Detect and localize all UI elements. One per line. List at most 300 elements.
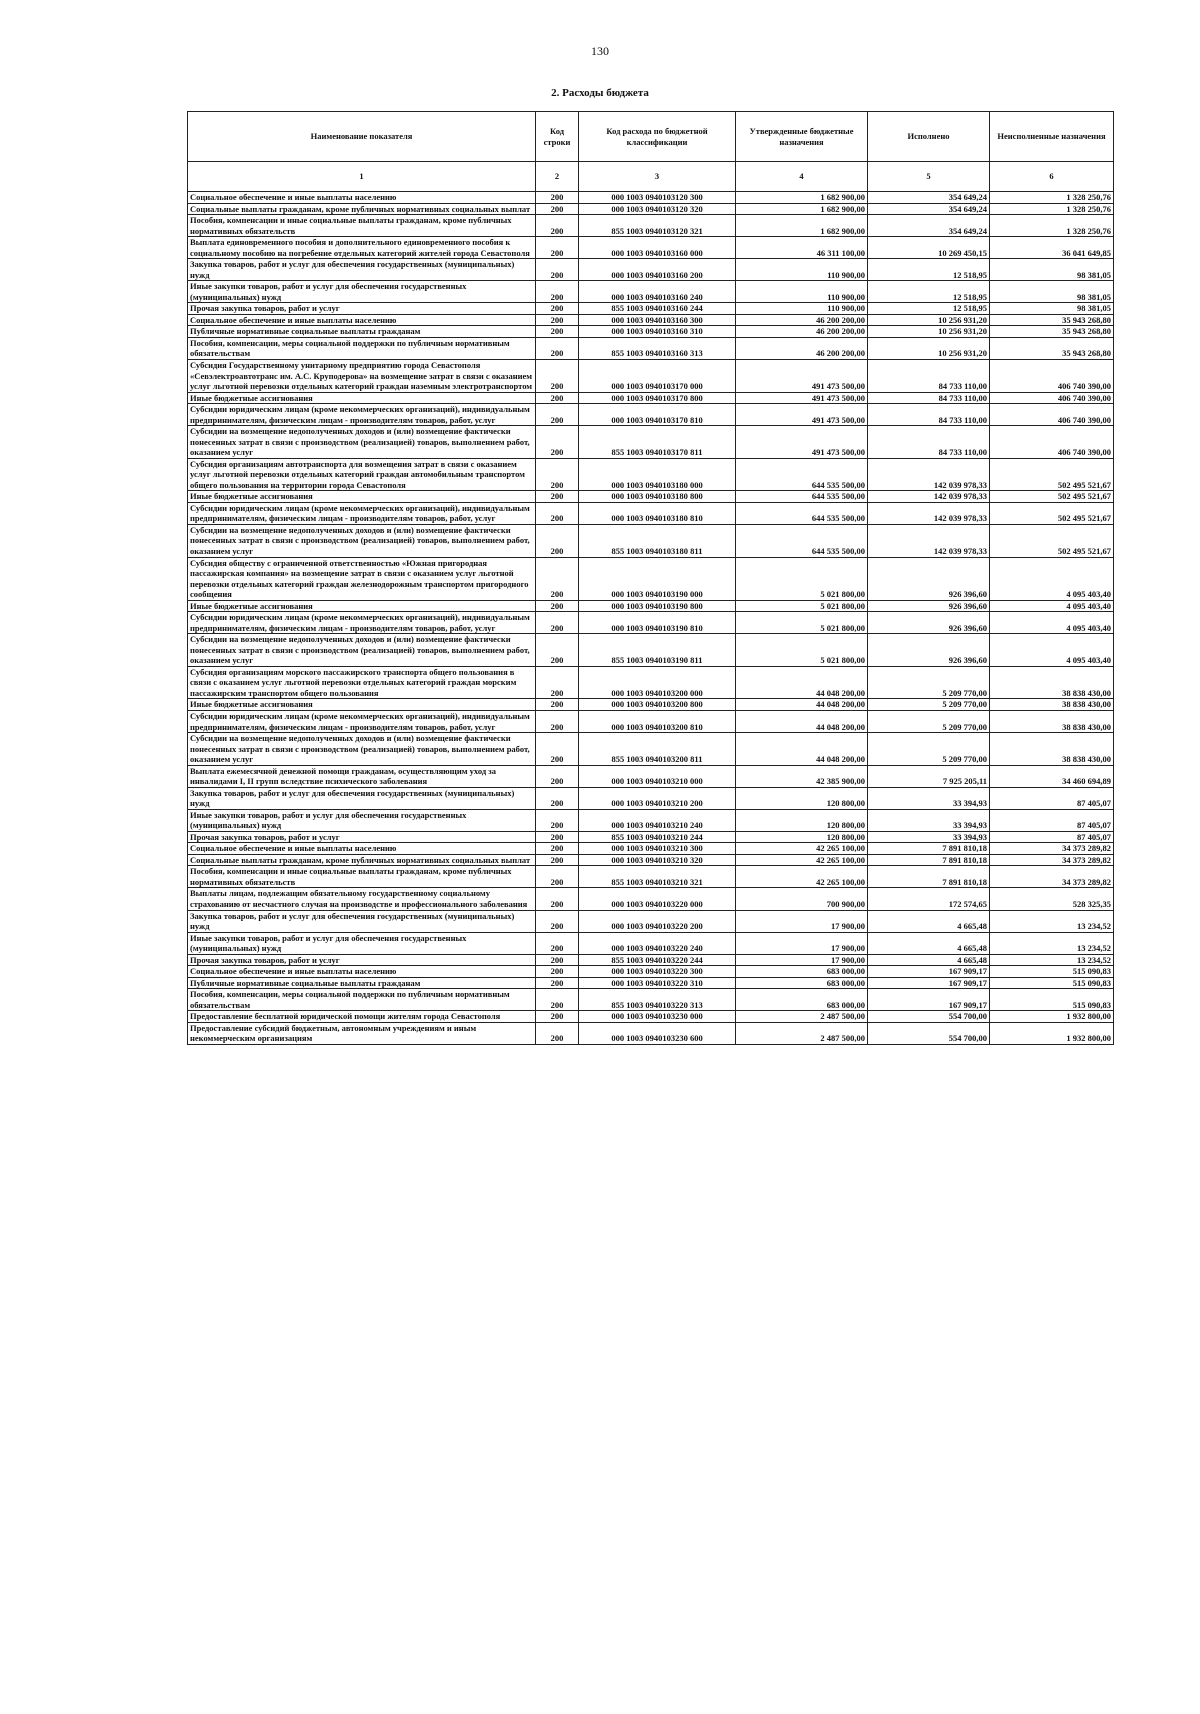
table-row bbox=[188, 666, 1114, 699]
row-name: Субсидии юридическим лицам (кроме некоммерческих организаций), индивидуальным предпринимателям, физическим лицам - производителям товаров, работ, услуг bbox=[188, 404, 536, 426]
row-line-code: 200 bbox=[536, 733, 579, 766]
row-line-code: 200 bbox=[536, 392, 579, 404]
row-executed: 554 700,00 bbox=[868, 1022, 990, 1044]
table-row bbox=[188, 281, 1114, 303]
row-approved: 2 487 500,00 bbox=[736, 1022, 868, 1044]
table-row bbox=[188, 303, 1114, 315]
row-classification-code: 000 1003 0940103200 800 bbox=[579, 699, 736, 711]
row-line-code: 200 bbox=[536, 932, 579, 954]
row-unexecuted: 502 495 521,67 bbox=[990, 502, 1114, 524]
row-line-code: 200 bbox=[536, 303, 579, 315]
row-executed: 142 039 978,33 bbox=[868, 502, 990, 524]
row-unexecuted: 87 405,07 bbox=[990, 809, 1114, 831]
row-name: Социальное обеспечение и иные выплаты населению bbox=[188, 843, 536, 855]
table-row bbox=[188, 1022, 1114, 1044]
table-row bbox=[188, 359, 1114, 392]
row-approved: 644 535 500,00 bbox=[736, 502, 868, 524]
row-executed: 926 396,60 bbox=[868, 634, 990, 667]
row-approved: 644 535 500,00 bbox=[736, 524, 868, 557]
row-unexecuted: 4 095 403,40 bbox=[990, 557, 1114, 600]
row-line-code: 200 bbox=[536, 809, 579, 831]
row-unexecuted: 35 943 268,80 bbox=[990, 337, 1114, 359]
row-name: Выплата ежемесячной денежной помощи гражданам, осуществляющим уход за инвалидами I, II групп вследствие психического заболевания bbox=[188, 765, 536, 787]
column-number: 4 bbox=[736, 162, 868, 192]
table-row bbox=[188, 710, 1114, 732]
row-classification-code: 000 1003 0940103160 200 bbox=[579, 259, 736, 281]
table-row bbox=[188, 831, 1114, 843]
column-number: 3 bbox=[579, 162, 736, 192]
column-number: 5 bbox=[868, 162, 990, 192]
table-row bbox=[188, 765, 1114, 787]
budget-expenditure-table bbox=[187, 111, 1114, 1045]
page-number: 130 bbox=[591, 44, 609, 58]
row-unexecuted: 406 740 390,00 bbox=[990, 426, 1114, 459]
row-approved: 17 900,00 bbox=[736, 910, 868, 932]
row-name: Иные бюджетные ассигнования bbox=[188, 392, 536, 404]
table-row bbox=[188, 426, 1114, 459]
row-executed: 84 733 110,00 bbox=[868, 426, 990, 459]
row-approved: 44 048 200,00 bbox=[736, 666, 868, 699]
row-executed: 10 269 450,15 bbox=[868, 237, 990, 259]
row-name: Пособия, компенсации и иные социальные выплаты гражданам, кроме публичных нормативных обязательств bbox=[188, 866, 536, 888]
row-executed: 172 574,65 bbox=[868, 888, 990, 910]
table-row bbox=[188, 699, 1114, 711]
row-classification-code: 000 1003 0940103190 000 bbox=[579, 557, 736, 600]
row-unexecuted: 38 838 430,00 bbox=[990, 710, 1114, 732]
row-executed: 7 891 810,18 bbox=[868, 866, 990, 888]
table-row bbox=[188, 612, 1114, 634]
row-approved: 700 900,00 bbox=[736, 888, 868, 910]
row-approved: 2 487 500,00 bbox=[736, 1011, 868, 1023]
row-name: Субсидии юридическим лицам (кроме некоммерческих организаций), индивидуальным предпринимателям, физическим лицам - производителям товаров, работ, услуг bbox=[188, 502, 536, 524]
row-classification-code: 000 1003 0940103180 000 bbox=[579, 458, 736, 491]
row-name: Закупка товаров, работ и услуг для обеспечения государственных (муниципальных) нужд bbox=[188, 910, 536, 932]
row-name: Пособия, компенсации и иные социальные выплаты гражданам, кроме публичных нормативных обязательств bbox=[188, 215, 536, 237]
row-unexecuted: 87 405,07 bbox=[990, 831, 1114, 843]
row-executed: 12 518,95 bbox=[868, 281, 990, 303]
row-classification-code: 000 1003 0940103180 810 bbox=[579, 502, 736, 524]
row-approved: 5 021 800,00 bbox=[736, 600, 868, 612]
row-approved: 5 021 800,00 bbox=[736, 557, 868, 600]
table-row bbox=[188, 203, 1114, 215]
table-row bbox=[188, 888, 1114, 910]
row-unexecuted: 38 838 430,00 bbox=[990, 666, 1114, 699]
row-approved: 17 900,00 bbox=[736, 932, 868, 954]
row-line-code: 200 bbox=[536, 557, 579, 600]
row-name: Иные бюджетные ассигнования bbox=[188, 491, 536, 503]
row-line-code: 200 bbox=[536, 192, 579, 204]
table-row bbox=[188, 524, 1114, 557]
row-unexecuted: 34 373 289,82 bbox=[990, 843, 1114, 855]
row-name: Субсидии на возмещение недополученных доходов и (или) возмещение фактически понесенных затрат в связи с производством (реализацией) товаров, выполнением работ, оказанием услуг bbox=[188, 426, 536, 459]
row-name: Иные закупки товаров, работ и услуг для обеспечения государственных (муниципальных) нужд bbox=[188, 809, 536, 831]
row-executed: 84 733 110,00 bbox=[868, 404, 990, 426]
row-executed: 33 394,93 bbox=[868, 831, 990, 843]
row-line-code: 200 bbox=[536, 215, 579, 237]
row-approved: 120 800,00 bbox=[736, 787, 868, 809]
column-number: 1 bbox=[188, 162, 536, 192]
row-classification-code: 855 1003 0940103160 313 bbox=[579, 337, 736, 359]
row-approved: 120 800,00 bbox=[736, 831, 868, 843]
row-executed: 926 396,60 bbox=[868, 612, 990, 634]
header-classification-code: Код расхода по бюджетной классификации bbox=[579, 112, 736, 162]
row-line-code: 200 bbox=[536, 458, 579, 491]
table-row bbox=[188, 557, 1114, 600]
row-line-code: 200 bbox=[536, 1011, 579, 1023]
row-line-code: 200 bbox=[536, 259, 579, 281]
row-executed: 167 909,17 bbox=[868, 966, 990, 978]
table-row bbox=[188, 215, 1114, 237]
row-unexecuted: 35 943 268,80 bbox=[990, 314, 1114, 326]
row-approved: 46 200 200,00 bbox=[736, 326, 868, 338]
row-line-code: 200 bbox=[536, 666, 579, 699]
row-executed: 4 665,48 bbox=[868, 932, 990, 954]
row-classification-code: 855 1003 0940103170 811 bbox=[579, 426, 736, 459]
row-executed: 33 394,93 bbox=[868, 787, 990, 809]
row-name: Предоставление субсидий бюджетным, автономным учреждениям и иным некоммерческим организациям bbox=[188, 1022, 536, 1044]
row-unexecuted: 98 381,05 bbox=[990, 303, 1114, 315]
row-executed: 5 209 770,00 bbox=[868, 666, 990, 699]
row-unexecuted: 515 090,83 bbox=[990, 977, 1114, 989]
row-classification-code: 000 1003 0940103160 000 bbox=[579, 237, 736, 259]
row-approved: 42 385 900,00 bbox=[736, 765, 868, 787]
row-line-code: 200 bbox=[536, 1022, 579, 1044]
table-row bbox=[188, 491, 1114, 503]
row-name: Социальные выплаты гражданам, кроме публичных нормативных социальных выплат bbox=[188, 854, 536, 866]
row-executed: 4 665,48 bbox=[868, 910, 990, 932]
row-line-code: 200 bbox=[536, 524, 579, 557]
row-executed: 354 649,24 bbox=[868, 192, 990, 204]
row-approved: 1 682 900,00 bbox=[736, 215, 868, 237]
row-executed: 12 518,95 bbox=[868, 259, 990, 281]
row-name: Социальное обеспечение и иные выплаты населению bbox=[188, 966, 536, 978]
row-name: Иные бюджетные ассигнования bbox=[188, 600, 536, 612]
row-line-code: 200 bbox=[536, 326, 579, 338]
table-row bbox=[188, 259, 1114, 281]
row-unexecuted: 1 932 800,00 bbox=[990, 1022, 1114, 1044]
row-unexecuted: 1 328 250,76 bbox=[990, 192, 1114, 204]
table-row bbox=[188, 404, 1114, 426]
row-name: Закупка товаров, работ и услуг для обеспечения государственных (муниципальных) нужд bbox=[188, 787, 536, 809]
row-approved: 5 021 800,00 bbox=[736, 612, 868, 634]
row-name: Социальные выплаты гражданам, кроме публичных нормативных социальных выплат bbox=[188, 203, 536, 215]
row-line-code: 200 bbox=[536, 966, 579, 978]
row-line-code: 200 bbox=[536, 612, 579, 634]
row-unexecuted: 36 041 649,85 bbox=[990, 237, 1114, 259]
row-line-code: 200 bbox=[536, 888, 579, 910]
table-row bbox=[188, 932, 1114, 954]
row-executed: 926 396,60 bbox=[868, 600, 990, 612]
row-classification-code: 000 1003 0940103190 810 bbox=[579, 612, 736, 634]
row-line-code: 200 bbox=[536, 502, 579, 524]
row-name: Выплата единовременного пособия и дополнительного единовременного пособия к социальному пособию на погребение отдельных категорий жителей города Севастополя bbox=[188, 237, 536, 259]
row-name: Субсидия организациям автотранспорта для возмещения затрат в связи с оказанием услуг льготной перевозки отдельных категорий граждан автомобильным транспортом общего пользования на территории города Севастополя bbox=[188, 458, 536, 491]
table-row bbox=[188, 237, 1114, 259]
row-unexecuted: 515 090,83 bbox=[990, 989, 1114, 1011]
row-approved: 1 682 900,00 bbox=[736, 203, 868, 215]
row-executed: 5 209 770,00 bbox=[868, 710, 990, 732]
row-unexecuted: 4 095 403,40 bbox=[990, 634, 1114, 667]
row-unexecuted: 502 495 521,67 bbox=[990, 458, 1114, 491]
row-approved: 110 900,00 bbox=[736, 303, 868, 315]
table-row bbox=[188, 634, 1114, 667]
row-approved: 683 000,00 bbox=[736, 977, 868, 989]
row-line-code: 200 bbox=[536, 203, 579, 215]
row-unexecuted: 34 373 289,82 bbox=[990, 866, 1114, 888]
row-classification-code: 855 1003 0940103200 811 bbox=[579, 733, 736, 766]
row-line-code: 200 bbox=[536, 426, 579, 459]
row-name: Иные закупки товаров, работ и услуг для обеспечения государственных (муниципальных) нужд bbox=[188, 932, 536, 954]
row-classification-code: 000 1003 0940103160 240 bbox=[579, 281, 736, 303]
row-unexecuted: 406 740 390,00 bbox=[990, 359, 1114, 392]
row-name: Социальное обеспечение и иные выплаты населению bbox=[188, 192, 536, 204]
row-line-code: 200 bbox=[536, 954, 579, 966]
row-unexecuted: 38 838 430,00 bbox=[990, 699, 1114, 711]
row-approved: 1 682 900,00 bbox=[736, 192, 868, 204]
row-approved: 44 048 200,00 bbox=[736, 733, 868, 766]
row-classification-code: 000 1003 0940103210 200 bbox=[579, 787, 736, 809]
row-name: Выплаты лицам, подлежащим обязательному государственному социальному страхованию от несчастного случая на производстве и профессионального заболевания bbox=[188, 888, 536, 910]
table-row bbox=[188, 600, 1114, 612]
row-unexecuted: 98 381,05 bbox=[990, 281, 1114, 303]
row-name: Пособия, компенсации, меры социальной поддержки по публичным нормативным обязательствам bbox=[188, 337, 536, 359]
table-row bbox=[188, 326, 1114, 338]
row-classification-code: 855 1003 0940103120 321 bbox=[579, 215, 736, 237]
row-executed: 5 209 770,00 bbox=[868, 699, 990, 711]
table-row bbox=[188, 1011, 1114, 1023]
row-executed: 84 733 110,00 bbox=[868, 392, 990, 404]
row-executed: 142 039 978,33 bbox=[868, 458, 990, 491]
table-column-number-row bbox=[188, 162, 1114, 192]
row-name: Субсидии на возмещение недополученных доходов и (или) возмещение фактически понесенных затрат в связи с производством (реализацией) товаров, выполнением работ, оказанием услуг bbox=[188, 733, 536, 766]
row-classification-code: 000 1003 0940103220 310 bbox=[579, 977, 736, 989]
table-row bbox=[188, 192, 1114, 204]
row-approved: 44 048 200,00 bbox=[736, 699, 868, 711]
row-unexecuted: 98 381,05 bbox=[990, 259, 1114, 281]
table-row bbox=[188, 809, 1114, 831]
table-row bbox=[188, 843, 1114, 855]
row-name: Субсидия обществу с ограниченной ответственностью «Южная пригородная пассажирская компания» на возмещение затрат в связи с оказанием услуг льготной перевозки отдельных категорий граждан железнодорожным транспортом пригородного сообщения bbox=[188, 557, 536, 600]
row-unexecuted: 502 495 521,67 bbox=[990, 491, 1114, 503]
row-unexecuted: 4 095 403,40 bbox=[990, 612, 1114, 634]
row-approved: 491 473 500,00 bbox=[736, 404, 868, 426]
row-line-code: 200 bbox=[536, 787, 579, 809]
row-approved: 44 048 200,00 bbox=[736, 710, 868, 732]
table-header-row bbox=[188, 112, 1114, 162]
header-executed: Исполнено bbox=[868, 112, 990, 162]
header-approved: Утвержденные бюджетные назначения bbox=[736, 112, 868, 162]
row-classification-code: 000 1003 0940103220 300 bbox=[579, 966, 736, 978]
row-classification-code: 000 1003 0940103210 240 bbox=[579, 809, 736, 831]
row-classification-code: 855 1003 0940103190 811 bbox=[579, 634, 736, 667]
row-executed: 7 925 205,11 bbox=[868, 765, 990, 787]
row-name: Закупка товаров, работ и услуг для обеспечения государственных (муниципальных) нужд bbox=[188, 259, 536, 281]
row-line-code: 200 bbox=[536, 634, 579, 667]
row-line-code: 200 bbox=[536, 699, 579, 711]
table-row bbox=[188, 392, 1114, 404]
header-name: Наименование показателя bbox=[188, 112, 536, 162]
row-line-code: 200 bbox=[536, 989, 579, 1011]
row-classification-code: 000 1003 0940103220 240 bbox=[579, 932, 736, 954]
row-classification-code: 000 1003 0940103220 000 bbox=[579, 888, 736, 910]
row-name: Субсидия организациям морского пассажирского транспорта общего пользования в связи с оказанием услуг льготной перевозки отдельных категорий граждан морским пассажирским транспортом общего пользования bbox=[188, 666, 536, 699]
row-name: Публичные нормативные социальные выплаты гражданам bbox=[188, 326, 536, 338]
row-line-code: 200 bbox=[536, 843, 579, 855]
row-unexecuted: 515 090,83 bbox=[990, 966, 1114, 978]
row-unexecuted: 406 740 390,00 bbox=[990, 404, 1114, 426]
row-unexecuted: 1 328 250,76 bbox=[990, 203, 1114, 215]
table-row bbox=[188, 866, 1114, 888]
row-classification-code: 000 1003 0940103180 800 bbox=[579, 491, 736, 503]
row-executed: 10 256 931,20 bbox=[868, 314, 990, 326]
row-executed: 142 039 978,33 bbox=[868, 524, 990, 557]
section-title: 2. Расходы бюджета bbox=[551, 87, 649, 99]
table-row bbox=[188, 733, 1114, 766]
row-name: Иные бюджетные ассигнования bbox=[188, 699, 536, 711]
row-line-code: 200 bbox=[536, 359, 579, 392]
row-classification-code: 000 1003 0940103120 300 bbox=[579, 192, 736, 204]
row-line-code: 200 bbox=[536, 831, 579, 843]
row-line-code: 200 bbox=[536, 491, 579, 503]
row-unexecuted: 13 234,52 bbox=[990, 910, 1114, 932]
row-classification-code: 000 1003 0940103160 300 bbox=[579, 314, 736, 326]
row-unexecuted: 1 328 250,76 bbox=[990, 215, 1114, 237]
row-classification-code: 855 1003 0940103210 244 bbox=[579, 831, 736, 843]
header-line-code: Код строки bbox=[536, 112, 579, 162]
row-approved: 110 900,00 bbox=[736, 281, 868, 303]
row-line-code: 200 bbox=[536, 866, 579, 888]
row-unexecuted: 1 932 800,00 bbox=[990, 1011, 1114, 1023]
table-row bbox=[188, 337, 1114, 359]
row-executed: 7 891 810,18 bbox=[868, 843, 990, 855]
row-classification-code: 000 1003 0940103210 320 bbox=[579, 854, 736, 866]
row-approved: 491 473 500,00 bbox=[736, 359, 868, 392]
table-row bbox=[188, 458, 1114, 491]
table-row bbox=[188, 910, 1114, 932]
header-unexecuted: Неисполненные назначения bbox=[990, 112, 1114, 162]
row-approved: 110 900,00 bbox=[736, 259, 868, 281]
row-approved: 46 200 200,00 bbox=[736, 337, 868, 359]
row-classification-code: 000 1003 0940103170 000 bbox=[579, 359, 736, 392]
row-line-code: 200 bbox=[536, 765, 579, 787]
row-line-code: 200 bbox=[536, 977, 579, 989]
table-row bbox=[188, 977, 1114, 989]
table-row bbox=[188, 966, 1114, 978]
row-unexecuted: 38 838 430,00 bbox=[990, 733, 1114, 766]
row-executed: 84 733 110,00 bbox=[868, 359, 990, 392]
row-line-code: 200 bbox=[536, 314, 579, 326]
row-approved: 42 265 100,00 bbox=[736, 854, 868, 866]
row-unexecuted: 87 405,07 bbox=[990, 787, 1114, 809]
row-line-code: 200 bbox=[536, 854, 579, 866]
row-approved: 644 535 500,00 bbox=[736, 491, 868, 503]
row-unexecuted: 13 234,52 bbox=[990, 954, 1114, 966]
row-name: Субсидии юридическим лицам (кроме некоммерческих организаций), индивидуальным предпринимателям, физическим лицам - производителям товаров, работ, услуг bbox=[188, 710, 536, 732]
row-executed: 33 394,93 bbox=[868, 809, 990, 831]
row-name: Субсидии на возмещение недополученных доходов и (или) возмещение фактически понесенных затрат в связи с производством (реализацией) товаров, выполнением работ, оказанием услуг bbox=[188, 524, 536, 557]
column-number: 2 bbox=[536, 162, 579, 192]
row-classification-code: 000 1003 0940103200 000 bbox=[579, 666, 736, 699]
row-approved: 46 200 200,00 bbox=[736, 314, 868, 326]
row-approved: 42 265 100,00 bbox=[736, 866, 868, 888]
row-executed: 554 700,00 bbox=[868, 1011, 990, 1023]
row-approved: 17 900,00 bbox=[736, 954, 868, 966]
row-name: Субсидия Государственному унитарному предприятию города Севастополя «Севэлектроавтотранс им. А.С. Круподерова» на возмещение затрат в связи с оказанием услуг льготной перевозки отдельных категорий граждан наземным электротранспортом bbox=[188, 359, 536, 392]
row-name: Прочая закупка товаров, работ и услуг bbox=[188, 831, 536, 843]
row-unexecuted: 4 095 403,40 bbox=[990, 600, 1114, 612]
row-classification-code: 000 1003 0940103230 000 bbox=[579, 1011, 736, 1023]
row-classification-code: 000 1003 0940103210 000 bbox=[579, 765, 736, 787]
row-approved: 491 473 500,00 bbox=[736, 392, 868, 404]
row-approved: 46 311 100,00 bbox=[736, 237, 868, 259]
row-line-code: 200 bbox=[536, 337, 579, 359]
row-name: Публичные нормативные социальные выплаты гражданам bbox=[188, 977, 536, 989]
table-row bbox=[188, 854, 1114, 866]
row-line-code: 200 bbox=[536, 237, 579, 259]
row-classification-code: 000 1003 0940103170 800 bbox=[579, 392, 736, 404]
row-name: Субсидии юридическим лицам (кроме некоммерческих организаций), индивидуальным предпринимателям, физическим лицам - производителям товаров, работ, услуг bbox=[188, 612, 536, 634]
row-executed: 10 256 931,20 bbox=[868, 337, 990, 359]
row-approved: 683 000,00 bbox=[736, 989, 868, 1011]
row-classification-code: 000 1003 0940103170 810 bbox=[579, 404, 736, 426]
table-row bbox=[188, 989, 1114, 1011]
row-approved: 644 535 500,00 bbox=[736, 458, 868, 491]
row-classification-code: 855 1003 0940103180 811 bbox=[579, 524, 736, 557]
row-executed: 4 665,48 bbox=[868, 954, 990, 966]
row-unexecuted: 502 495 521,67 bbox=[990, 524, 1114, 557]
row-executed: 5 209 770,00 bbox=[868, 733, 990, 766]
row-approved: 42 265 100,00 bbox=[736, 843, 868, 855]
row-line-code: 200 bbox=[536, 600, 579, 612]
row-line-code: 200 bbox=[536, 910, 579, 932]
row-classification-code: 855 1003 0940103160 244 bbox=[579, 303, 736, 315]
row-unexecuted: 13 234,52 bbox=[990, 932, 1114, 954]
row-unexecuted: 406 740 390,00 bbox=[990, 392, 1114, 404]
column-number: 6 bbox=[990, 162, 1114, 192]
row-classification-code: 855 1003 0940103210 321 bbox=[579, 866, 736, 888]
row-approved: 5 021 800,00 bbox=[736, 634, 868, 667]
row-executed: 167 909,17 bbox=[868, 989, 990, 1011]
row-name: Социальное обеспечение и иные выплаты населению bbox=[188, 314, 536, 326]
row-unexecuted: 34 460 694,89 bbox=[990, 765, 1114, 787]
row-classification-code: 000 1003 0940103120 320 bbox=[579, 203, 736, 215]
row-executed: 142 039 978,33 bbox=[868, 491, 990, 503]
row-executed: 354 649,24 bbox=[868, 203, 990, 215]
row-executed: 926 396,60 bbox=[868, 557, 990, 600]
row-executed: 12 518,95 bbox=[868, 303, 990, 315]
row-classification-code: 000 1003 0940103200 810 bbox=[579, 710, 736, 732]
row-approved: 491 473 500,00 bbox=[736, 426, 868, 459]
row-unexecuted: 34 373 289,82 bbox=[990, 854, 1114, 866]
row-approved: 683 000,00 bbox=[736, 966, 868, 978]
row-unexecuted: 528 325,35 bbox=[990, 888, 1114, 910]
row-classification-code: 000 1003 0940103190 800 bbox=[579, 600, 736, 612]
row-executed: 167 909,17 bbox=[868, 977, 990, 989]
row-name: Прочая закупка товаров, работ и услуг bbox=[188, 954, 536, 966]
table-row bbox=[188, 502, 1114, 524]
row-classification-code: 000 1003 0940103160 310 bbox=[579, 326, 736, 338]
row-name: Предоставление бесплатной юридической помощи жителям города Севастополя bbox=[188, 1011, 536, 1023]
row-classification-code: 000 1003 0940103230 600 bbox=[579, 1022, 736, 1044]
row-name: Субсидии на возмещение недополученных доходов и (или) возмещение фактически понесенных затрат в связи с производством (реализацией) товаров, выполнением работ, оказанием услуг bbox=[188, 634, 536, 667]
row-line-code: 200 bbox=[536, 404, 579, 426]
row-classification-code: 000 1003 0940103220 200 bbox=[579, 910, 736, 932]
row-classification-code: 000 1003 0940103210 300 bbox=[579, 843, 736, 855]
row-name: Иные закупки товаров, работ и услуг для обеспечения государственных (муниципальных) нужд bbox=[188, 281, 536, 303]
row-executed: 7 891 810,18 bbox=[868, 854, 990, 866]
row-name: Пособия, компенсации, меры социальной поддержки по публичным нормативным обязательствам bbox=[188, 989, 536, 1011]
row-approved: 120 800,00 bbox=[736, 809, 868, 831]
